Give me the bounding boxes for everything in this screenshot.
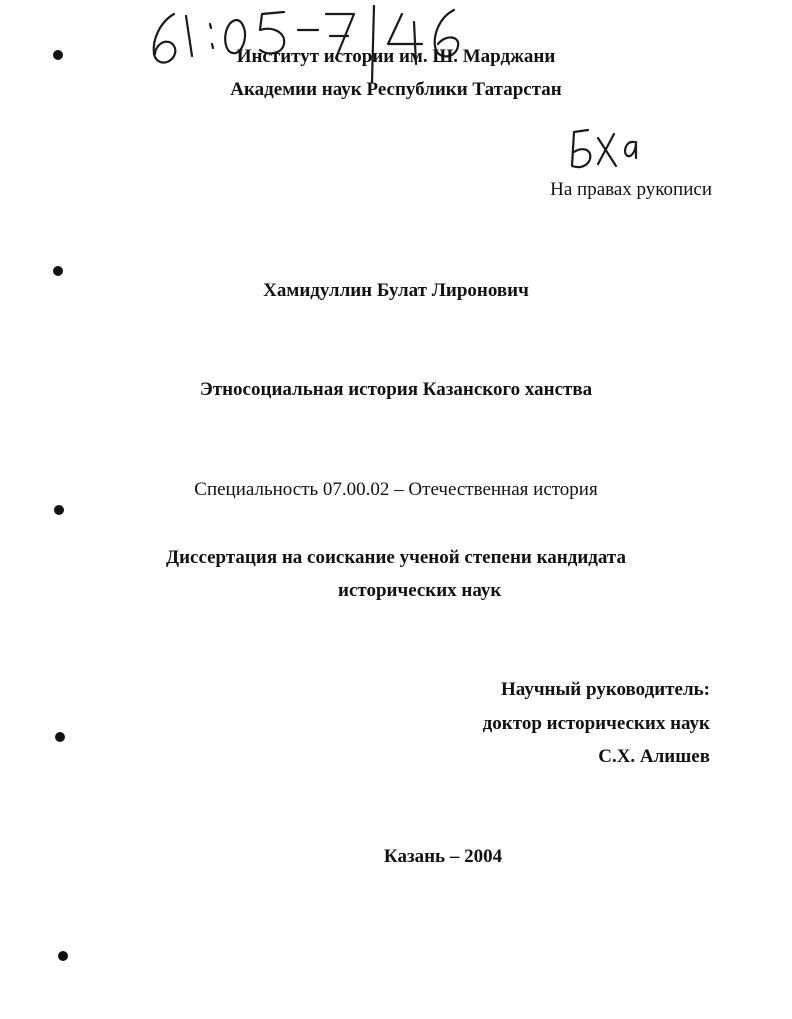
binding-hole	[53, 50, 63, 60]
institution-line-1: Институт истории им. Ш. Марджани	[236, 46, 556, 67]
supervisor-title: доктор исторических наук	[482, 713, 710, 734]
supervisor-name: С.Х. Алишев	[598, 746, 710, 767]
binding-hole	[58, 951, 68, 961]
place-year: Казань – 2004	[383, 846, 503, 867]
author-name: Хамидуллин Булат Лиронович	[263, 280, 529, 301]
degree-line-2: исторических наук	[338, 580, 502, 601]
specialty: Специальность 07.00.02 – Отечественная история	[194, 479, 598, 500]
dissertation-title: Этносоциальная история Казанского ханства	[199, 379, 593, 400]
binding-hole	[54, 505, 64, 515]
binding-hole	[55, 732, 65, 742]
rights-note: На правах рукописи	[550, 179, 712, 200]
institution-line-2: Академии наук Республики Татарстан	[230, 79, 562, 100]
archive-number-handwritten	[140, 0, 480, 90]
degree-line-1: Диссертация на соискание ученой степени кандидата	[166, 547, 626, 568]
library-mark-handwritten	[568, 124, 648, 176]
binding-hole	[53, 266, 63, 276]
supervisor-label: Научный руководитель:	[501, 679, 710, 700]
